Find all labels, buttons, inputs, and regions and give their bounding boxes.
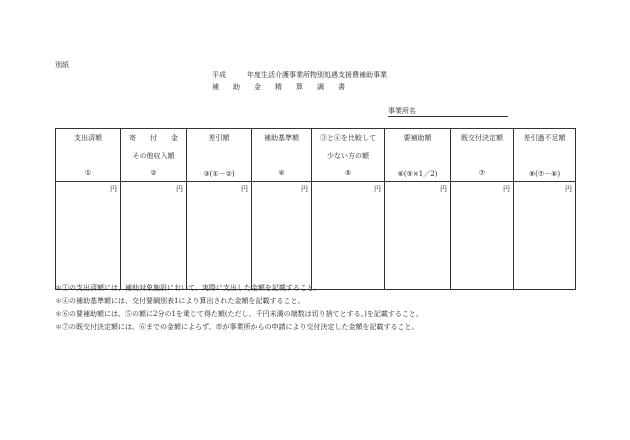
header-cell-1 bbox=[56, 129, 121, 182]
document-title: 平成 年度生活介護事業所物別処遇支援費補助事業 bbox=[212, 71, 387, 79]
header-number: ② bbox=[150, 169, 157, 177]
header-text: ③と④を比較して bbox=[320, 134, 376, 142]
note-3: ＊⑥の要補助額には、⑤の額に2分の1を乗じて得た額(ただし、千円未満の端数は切り捨てとする。)を記載すること。 bbox=[55, 310, 423, 318]
yen-unit: 円 bbox=[440, 185, 447, 193]
header-text: 既交付決定額 bbox=[461, 134, 503, 142]
yen-unit: 円 bbox=[110, 185, 117, 193]
value-cell-5[interactable] bbox=[312, 182, 385, 290]
header-number: ⑤ bbox=[344, 169, 352, 177]
attachment-label: 別紙 bbox=[55, 61, 69, 69]
header-cell-8 bbox=[514, 129, 576, 182]
header-cell-3 bbox=[187, 129, 252, 182]
header-text: 差引額 bbox=[208, 134, 230, 142]
header-number: ① bbox=[84, 169, 92, 177]
settlement-table bbox=[55, 128, 576, 290]
header-number: ⑦ bbox=[478, 169, 486, 177]
yen-unit: 円 bbox=[503, 185, 510, 193]
header-number: ③(①－②) bbox=[203, 170, 235, 178]
value-cell-2[interactable] bbox=[121, 182, 187, 290]
yen-unit: 円 bbox=[565, 185, 572, 193]
header-text: 差引過不足額 bbox=[523, 134, 566, 142]
header-text: 少ない方の額 bbox=[327, 152, 369, 160]
header-cell-5 bbox=[312, 129, 385, 182]
header-number: ⑥(⑤×1／2) bbox=[397, 170, 438, 178]
value-cell-4[interactable] bbox=[252, 182, 312, 290]
header-text: その他収入額 bbox=[132, 152, 175, 160]
value-cell-6[interactable] bbox=[385, 182, 451, 290]
value-cell-8[interactable] bbox=[514, 182, 576, 290]
header-cell-7 bbox=[451, 129, 514, 182]
value-cell-1[interactable] bbox=[56, 182, 121, 290]
note-1: ＊①の支出済額には、補助対象施設において、実際に支出した金額を記載すること。 bbox=[55, 284, 321, 292]
yen-unit: 円 bbox=[241, 185, 248, 193]
header-text: 要補助額 bbox=[403, 134, 432, 142]
office-name-field bbox=[388, 106, 508, 117]
header-text: 補助基準額 bbox=[264, 134, 299, 142]
table-value-row bbox=[56, 182, 576, 290]
header-cell-4 bbox=[252, 129, 312, 182]
header-cell-6 bbox=[385, 129, 451, 182]
header-text: 寄 付 金 bbox=[129, 134, 178, 142]
value-cell-7[interactable] bbox=[451, 182, 514, 290]
header-text: 支出済額 bbox=[74, 134, 102, 142]
yen-unit: 円 bbox=[176, 185, 183, 193]
header-cell-2 bbox=[121, 129, 187, 182]
office-name-label: 事業所名 bbox=[388, 107, 416, 115]
header-number: ⑧(⑦－⑥) bbox=[528, 170, 561, 178]
note-2: ＊④の補助基準額には、交付要綱別表1により算出された金額を記載すること。 bbox=[55, 297, 305, 305]
yen-unit: 円 bbox=[301, 185, 308, 193]
document-subtitle: 補 助 金 精 算 調 書 bbox=[212, 83, 345, 91]
value-cell-3[interactable] bbox=[187, 182, 252, 290]
note-4: ＊⑦の既交付決定額には、⑥までの金額によらず、市が事業所からの申請により交付決定した金額を記載すること。 bbox=[55, 323, 419, 331]
table-header-row bbox=[56, 129, 576, 182]
yen-unit: 円 bbox=[374, 185, 381, 193]
header-number: ④ bbox=[278, 169, 285, 177]
